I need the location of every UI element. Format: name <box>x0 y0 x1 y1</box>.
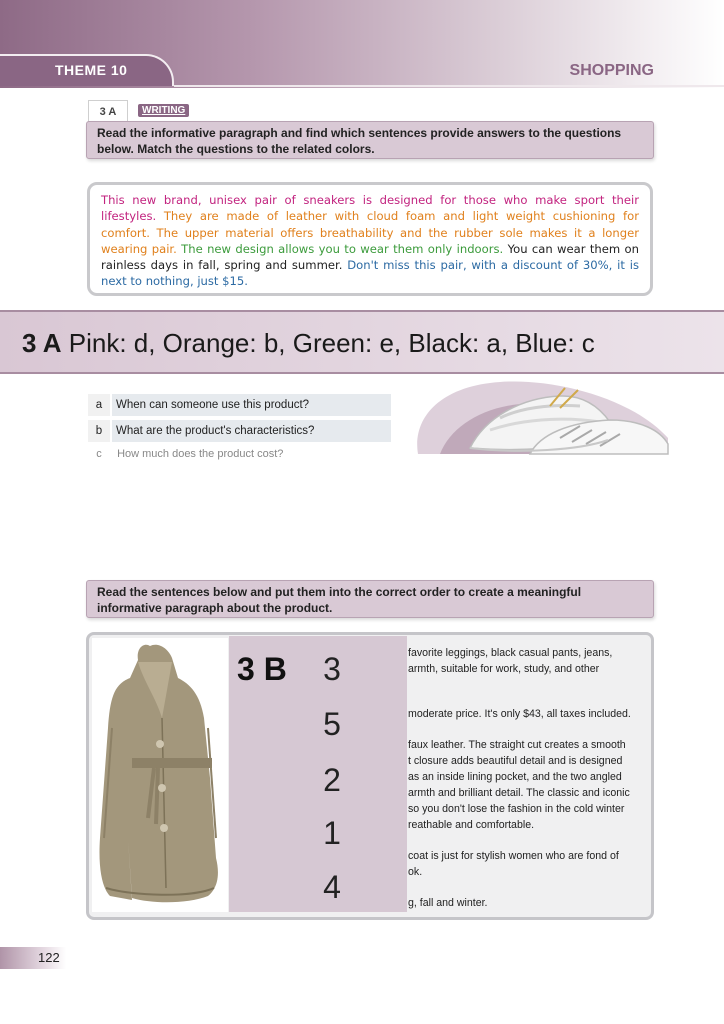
writing-badge: WRITING <box>138 104 189 117</box>
sentence-black: You can wear them on rainless days in fall, spring and summer. <box>101 241 639 273</box>
answer-3a-label: 3 A <box>22 328 62 358</box>
answer-3b-order-number: 5 <box>323 706 341 742</box>
sneaker-illustration <box>410 378 670 454</box>
question-letter: b <box>88 420 110 442</box>
sentence-line: reathable and comfortable. <box>408 819 535 831</box>
sentence-line: t closure adds beautiful detail and is designed <box>408 755 623 767</box>
sentence-blue: Don't miss this pair, with a discount of 30%, it is next to nothing, just $15. <box>101 258 639 289</box>
exercise-number: 3 A <box>88 100 128 122</box>
question-text: How much does the product cost? <box>117 448 284 460</box>
question-text: What are the product's characteristics? <box>112 420 391 442</box>
answer-3b-label: 3 B <box>237 651 287 687</box>
question-row-cut <box>88 448 391 460</box>
sentence-line: so you don't lose the fashion in the cold winter <box>408 803 625 815</box>
sentence-line: faux leather. The straight cut creates a smooth <box>408 739 626 751</box>
sentence-line: coat is just for stylish women who are fond of <box>408 850 619 862</box>
header-rule <box>174 85 724 87</box>
sentence-line: ok. <box>408 866 423 878</box>
sentence-line: moderate price. It's only $43, all taxes included. <box>408 708 631 720</box>
answer-3b-order-number: 1 <box>323 815 341 851</box>
answer-3a-text: Pink: d, Orange: b, Green: e, Black: a, Blue: c <box>68 328 595 358</box>
question-letter: c <box>96 448 102 460</box>
answer-3b-order-number: 4 <box>323 869 341 905</box>
exercise-instruction: Read the informative paragraph and find which sentences provide answers to the questions below. Match the questions to the related colors. <box>86 121 654 159</box>
sentence-orange: They are made of leather with cloud foam and light weight cushioning for comfort. The upper material offers breathability and the rubber sole makes it a longer wearing pair. <box>101 209 639 256</box>
section-title: SHOPPING <box>569 62 654 79</box>
question-text: When can someone use this product? <box>112 394 391 416</box>
question-letter: a <box>88 394 110 416</box>
question-row <box>88 420 391 442</box>
coat-image <box>92 638 228 912</box>
sentence-line: armth and brilliant detail. The classic and iconic <box>408 787 630 799</box>
sentence-pink: This new brand, unisex pair of sneakers is designed for those who make sport their lifestyles. <box>101 193 639 224</box>
answer-3b-order-number: 2 <box>323 762 341 798</box>
informative-paragraph <box>87 182 653 296</box>
coat-illustration <box>92 638 228 912</box>
sentence-line: armth, suitable for work, study, and other <box>408 663 600 675</box>
answer-3b-order-number: 3 <box>323 651 341 687</box>
question-row <box>88 394 391 416</box>
sneaker-image <box>410 378 670 454</box>
answer-3a <box>22 328 595 359</box>
exercise-instruction-3b: Read the sentences below and put them into the correct order to create a meaningful informative paragraph about the product. <box>86 580 654 618</box>
sentence-green: The new design allows you to wear them only indoors. <box>181 241 504 256</box>
sentence-line: as an inside lining pocket, and the two angled <box>408 771 622 783</box>
sentence-line: g, fall and winter. <box>408 897 488 909</box>
theme-label: THEME 10 <box>55 62 128 78</box>
page-number: 122 <box>38 950 60 965</box>
sentence-line: favorite leggings, black casual pants, jeans, <box>408 647 613 659</box>
